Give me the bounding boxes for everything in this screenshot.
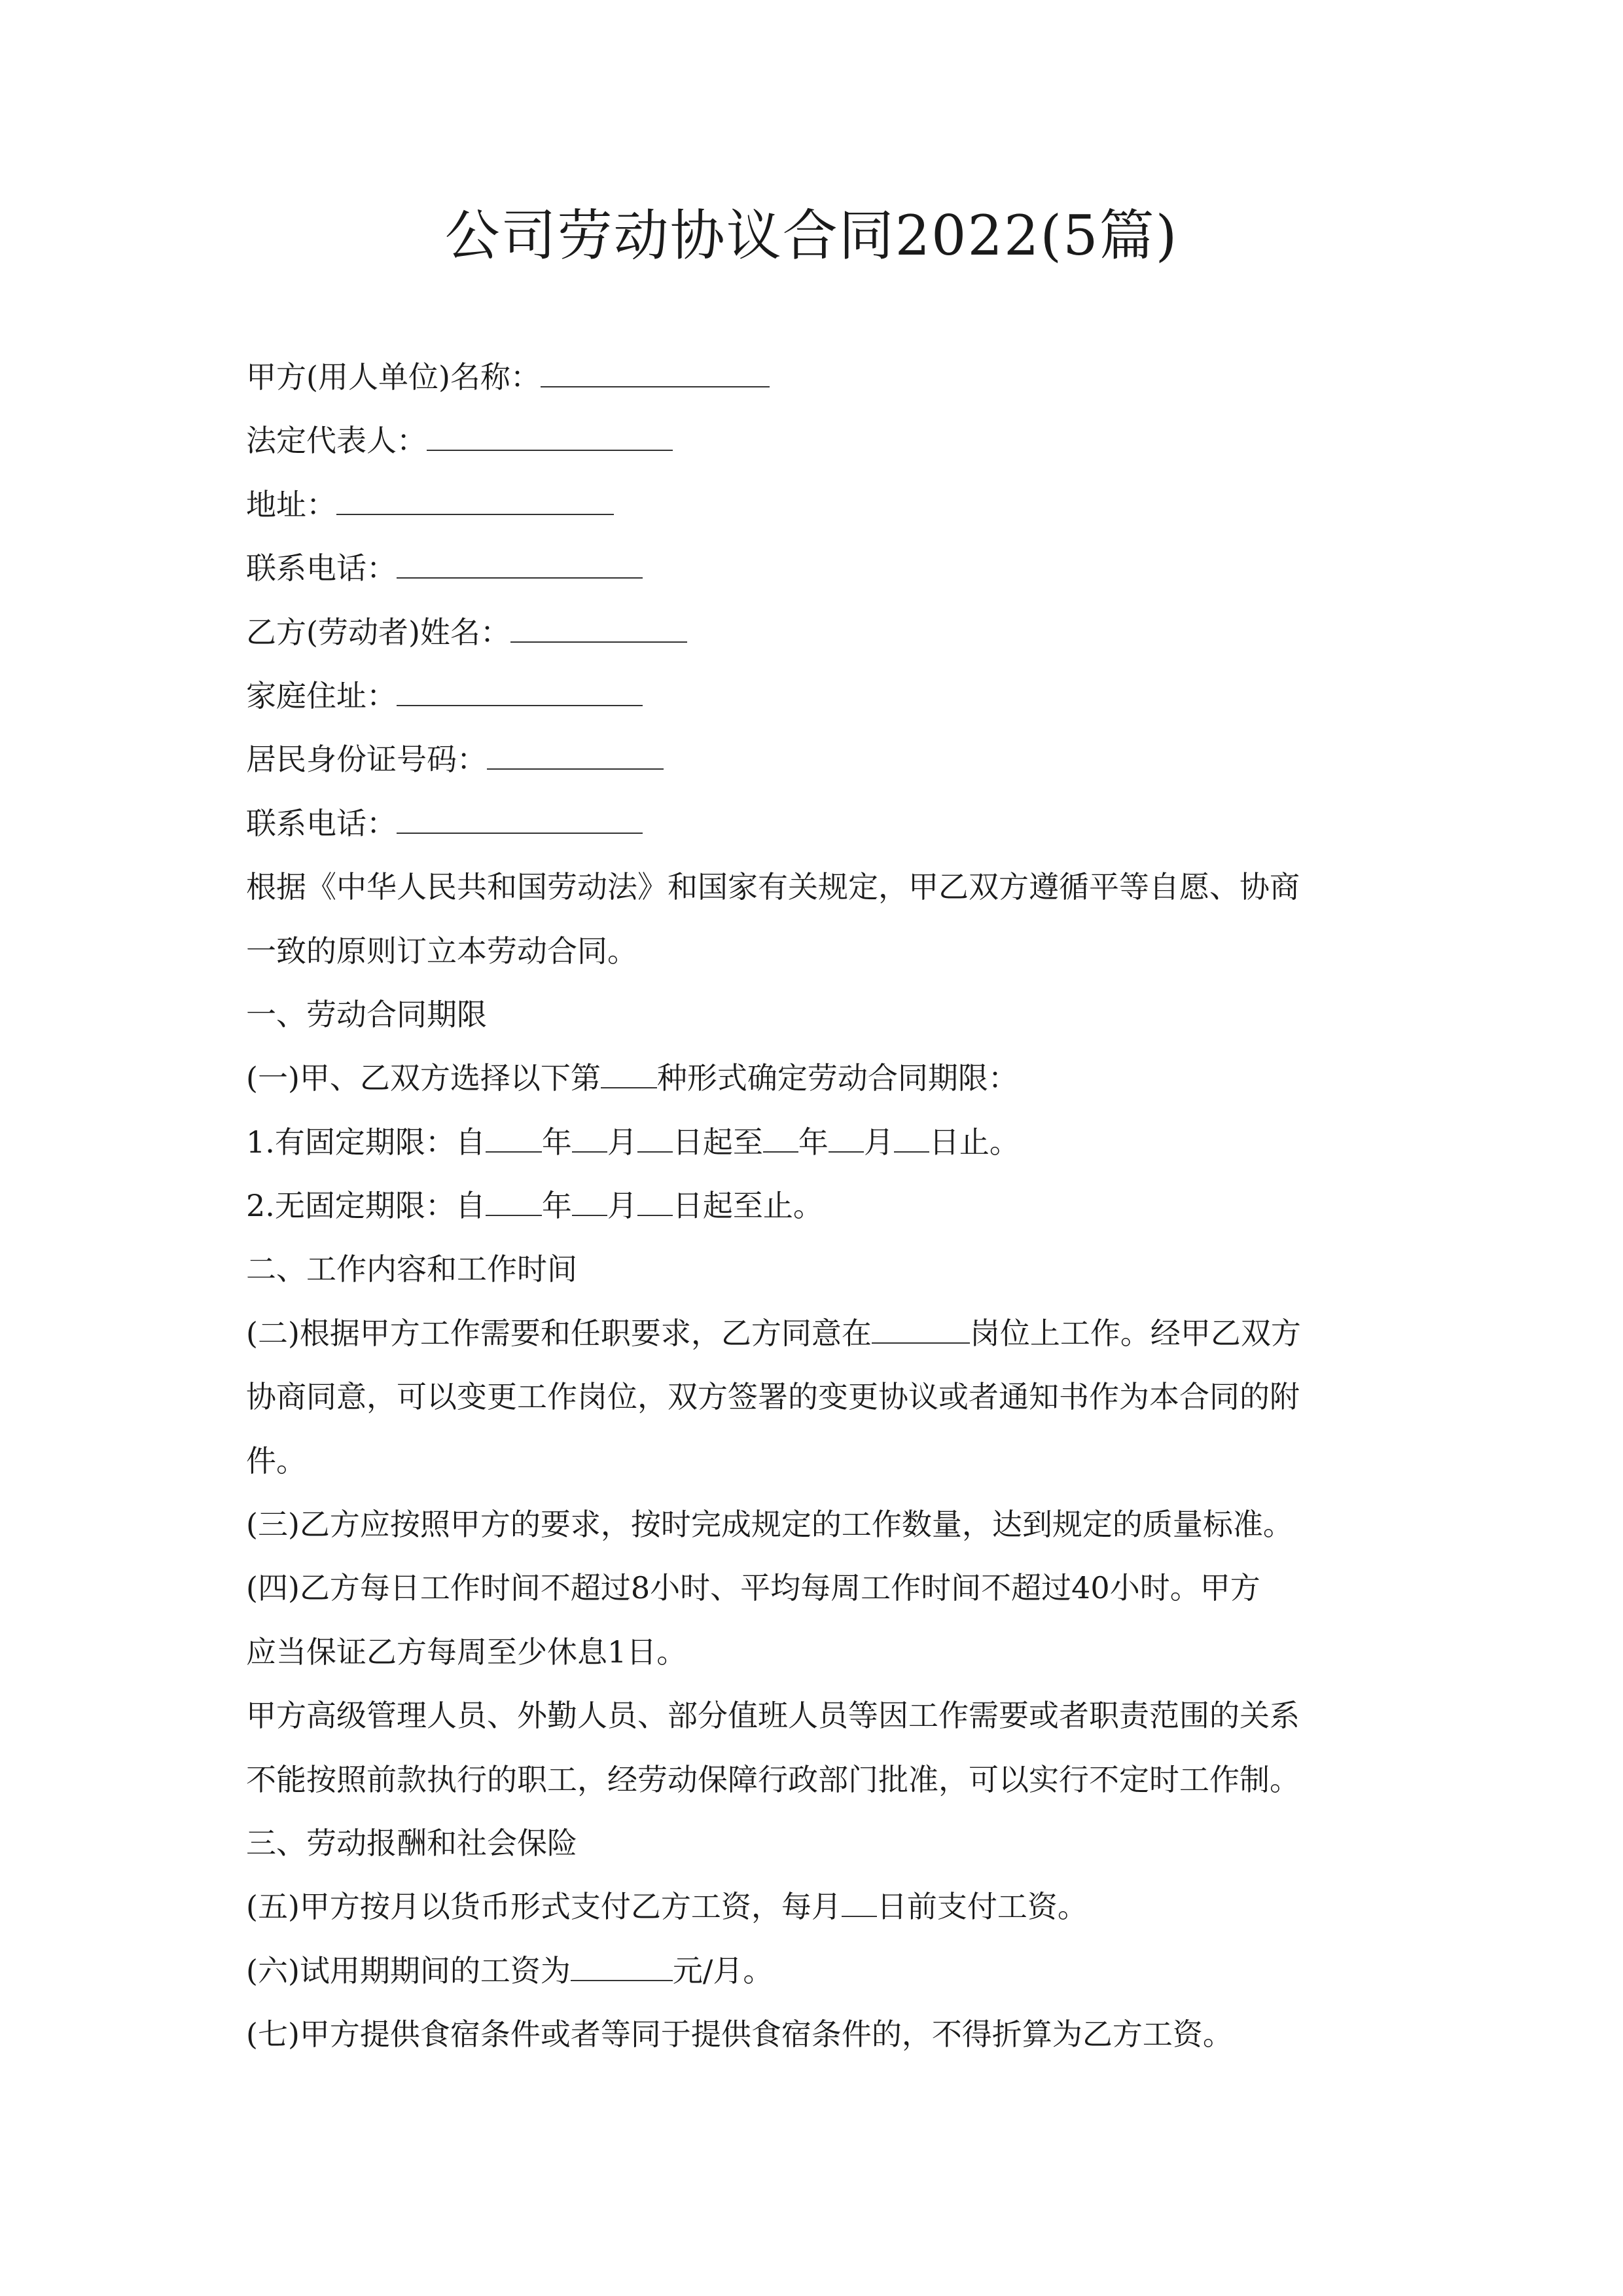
legal-rep-blank	[427, 416, 673, 451]
item-1-blank-6	[894, 1117, 929, 1153]
legal-rep-label: 法定代表人：	[246, 423, 427, 459]
document-title: 公司劳动协议合同2022(5篇)	[444, 204, 1179, 268]
employee-name-line	[246, 601, 1398, 664]
item-1-text-g: 日止。	[929, 1124, 1020, 1160]
item-1-text-b: 年	[541, 1124, 572, 1160]
legal-rep-line	[246, 409, 1398, 473]
clause-5-line	[246, 1875, 1398, 1939]
employer-name-line	[246, 346, 1398, 409]
address-blank	[336, 480, 614, 515]
phone1-line	[246, 537, 1398, 600]
clause-1-text-a: (一)甲、乙双方选择以下第	[246, 1060, 601, 1096]
clause-5-blank	[842, 1882, 877, 1917]
paragraph-line-2: 不能按照前款执行的职工，经劳动保障行政部门批准，可以实行不定时工作制。	[246, 1761, 1300, 1797]
address-line	[246, 473, 1398, 537]
clause-7-line: (七)甲方提供食宿条件或者等同于提供食宿条件的，不得折算为乙方工资。	[246, 2017, 1233, 2053]
clause-1-blank	[601, 1053, 657, 1088]
clause-6-blank	[571, 1946, 673, 1981]
clause-2-blank	[872, 1308, 970, 1344]
clause-2-line-3: 件。	[246, 1443, 306, 1479]
clause-1-line	[246, 1047, 1398, 1110]
section-heading-3: 三、劳动报酬和社会保险	[246, 1825, 577, 1861]
clause-2-text-b: 岗位上工作。经甲乙双方	[969, 1315, 1301, 1351]
id-number-blank	[487, 734, 664, 770]
item-1-text-d: 日起至	[672, 1124, 763, 1160]
item-2-blank-3	[637, 1181, 673, 1216]
item-1-line	[246, 1111, 1398, 1174]
item-1-blank-4	[763, 1117, 798, 1153]
item-2-text-a: 2.无固定期限：自	[246, 1188, 486, 1224]
clause-3-line: (三)乙方应按照甲方的要求，按时完成规定的工作数量，达到规定的质量标准。	[246, 1507, 1293, 1543]
item-2-blank-2	[572, 1181, 607, 1216]
employer-name-label: 甲方(用人单位)名称：	[246, 359, 541, 395]
clause-2-text-a: (二)根据甲方工作需要和任职要求，乙方同意在	[246, 1315, 872, 1351]
paragraph-line-1: 甲方高级管理人员、外勤人员、部分值班人员等因工作需要或者职责范围的关系	[246, 1698, 1300, 1734]
phone1-label: 联系电话：	[246, 550, 397, 586]
item-1-text-a: 1.有固定期限：自	[246, 1124, 486, 1160]
clause-4-line-1: (四)乙方每日工作时间不超过8小时、平均每周工作时间不超过40小时。甲方	[246, 1570, 1260, 1606]
item-1-blank-2	[572, 1117, 607, 1153]
address-label: 地址：	[246, 486, 336, 522]
item-1-text-c: 月	[607, 1124, 637, 1160]
intro-line-2: 一致的原则订立本劳动合同。	[246, 933, 637, 969]
item-2-line	[246, 1174, 1398, 1238]
clause-6-line	[246, 1939, 1398, 2003]
item-1-text-e: 年	[798, 1124, 829, 1160]
phone2-line	[246, 792, 1398, 855]
item-2-blank-1	[486, 1181, 542, 1216]
item-2-text-c: 月	[607, 1188, 637, 1224]
item-2-text-d: 日起至止。	[672, 1188, 823, 1224]
item-1-blank-3	[637, 1117, 673, 1153]
clause-5-text-b: 日前支付工资。	[876, 1889, 1088, 1925]
phone1-blank	[397, 543, 643, 579]
phone2-blank	[397, 798, 643, 834]
item-1-text-f: 月	[863, 1124, 894, 1160]
employee-name-label: 乙方(劳动者)姓名：	[246, 614, 510, 650]
item-1-blank-5	[829, 1117, 864, 1153]
clause-1-text-b: 种形式确定劳动合同期限：	[656, 1060, 1018, 1096]
phone2-label: 联系电话：	[246, 805, 397, 841]
employer-name-blank	[541, 352, 770, 387]
section-heading-2: 二、工作内容和工作时间	[246, 1251, 577, 1287]
clause-5-text-a: (五)甲方按月以货币形式支付乙方工资，每月	[246, 1889, 842, 1925]
id-number-label: 居民身份证号码：	[246, 742, 487, 778]
intro-line-1: 根据《中华人民共和国劳动法》和国家有关规定，甲乙双方遵循平等自愿、协商	[246, 869, 1300, 905]
home-address-blank	[397, 671, 643, 706]
clause-4-line-2: 应当保证乙方每周至少休息1日。	[246, 1634, 687, 1670]
section-heading-1: 一、劳动合同期限	[246, 996, 487, 1032]
employee-name-blank	[510, 607, 687, 643]
home-address-label: 家庭住址：	[246, 677, 397, 713]
item-1-blank-1	[486, 1117, 542, 1153]
clause-2-line-1	[246, 1302, 1398, 1365]
clause-6-text-b: 元/月。	[672, 1952, 774, 1988]
clause-2-line-2: 协商同意，可以变更工作岗位，双方签署的变更协议或者通知书作为本合同的附	[246, 1379, 1300, 1415]
clause-6-text-a: (六)试用期期间的工资为	[246, 1952, 571, 1988]
item-2-text-b: 年	[541, 1188, 572, 1224]
document-body	[246, 346, 1398, 2067]
home-address-line	[246, 664, 1398, 728]
id-number-line	[246, 728, 1398, 791]
